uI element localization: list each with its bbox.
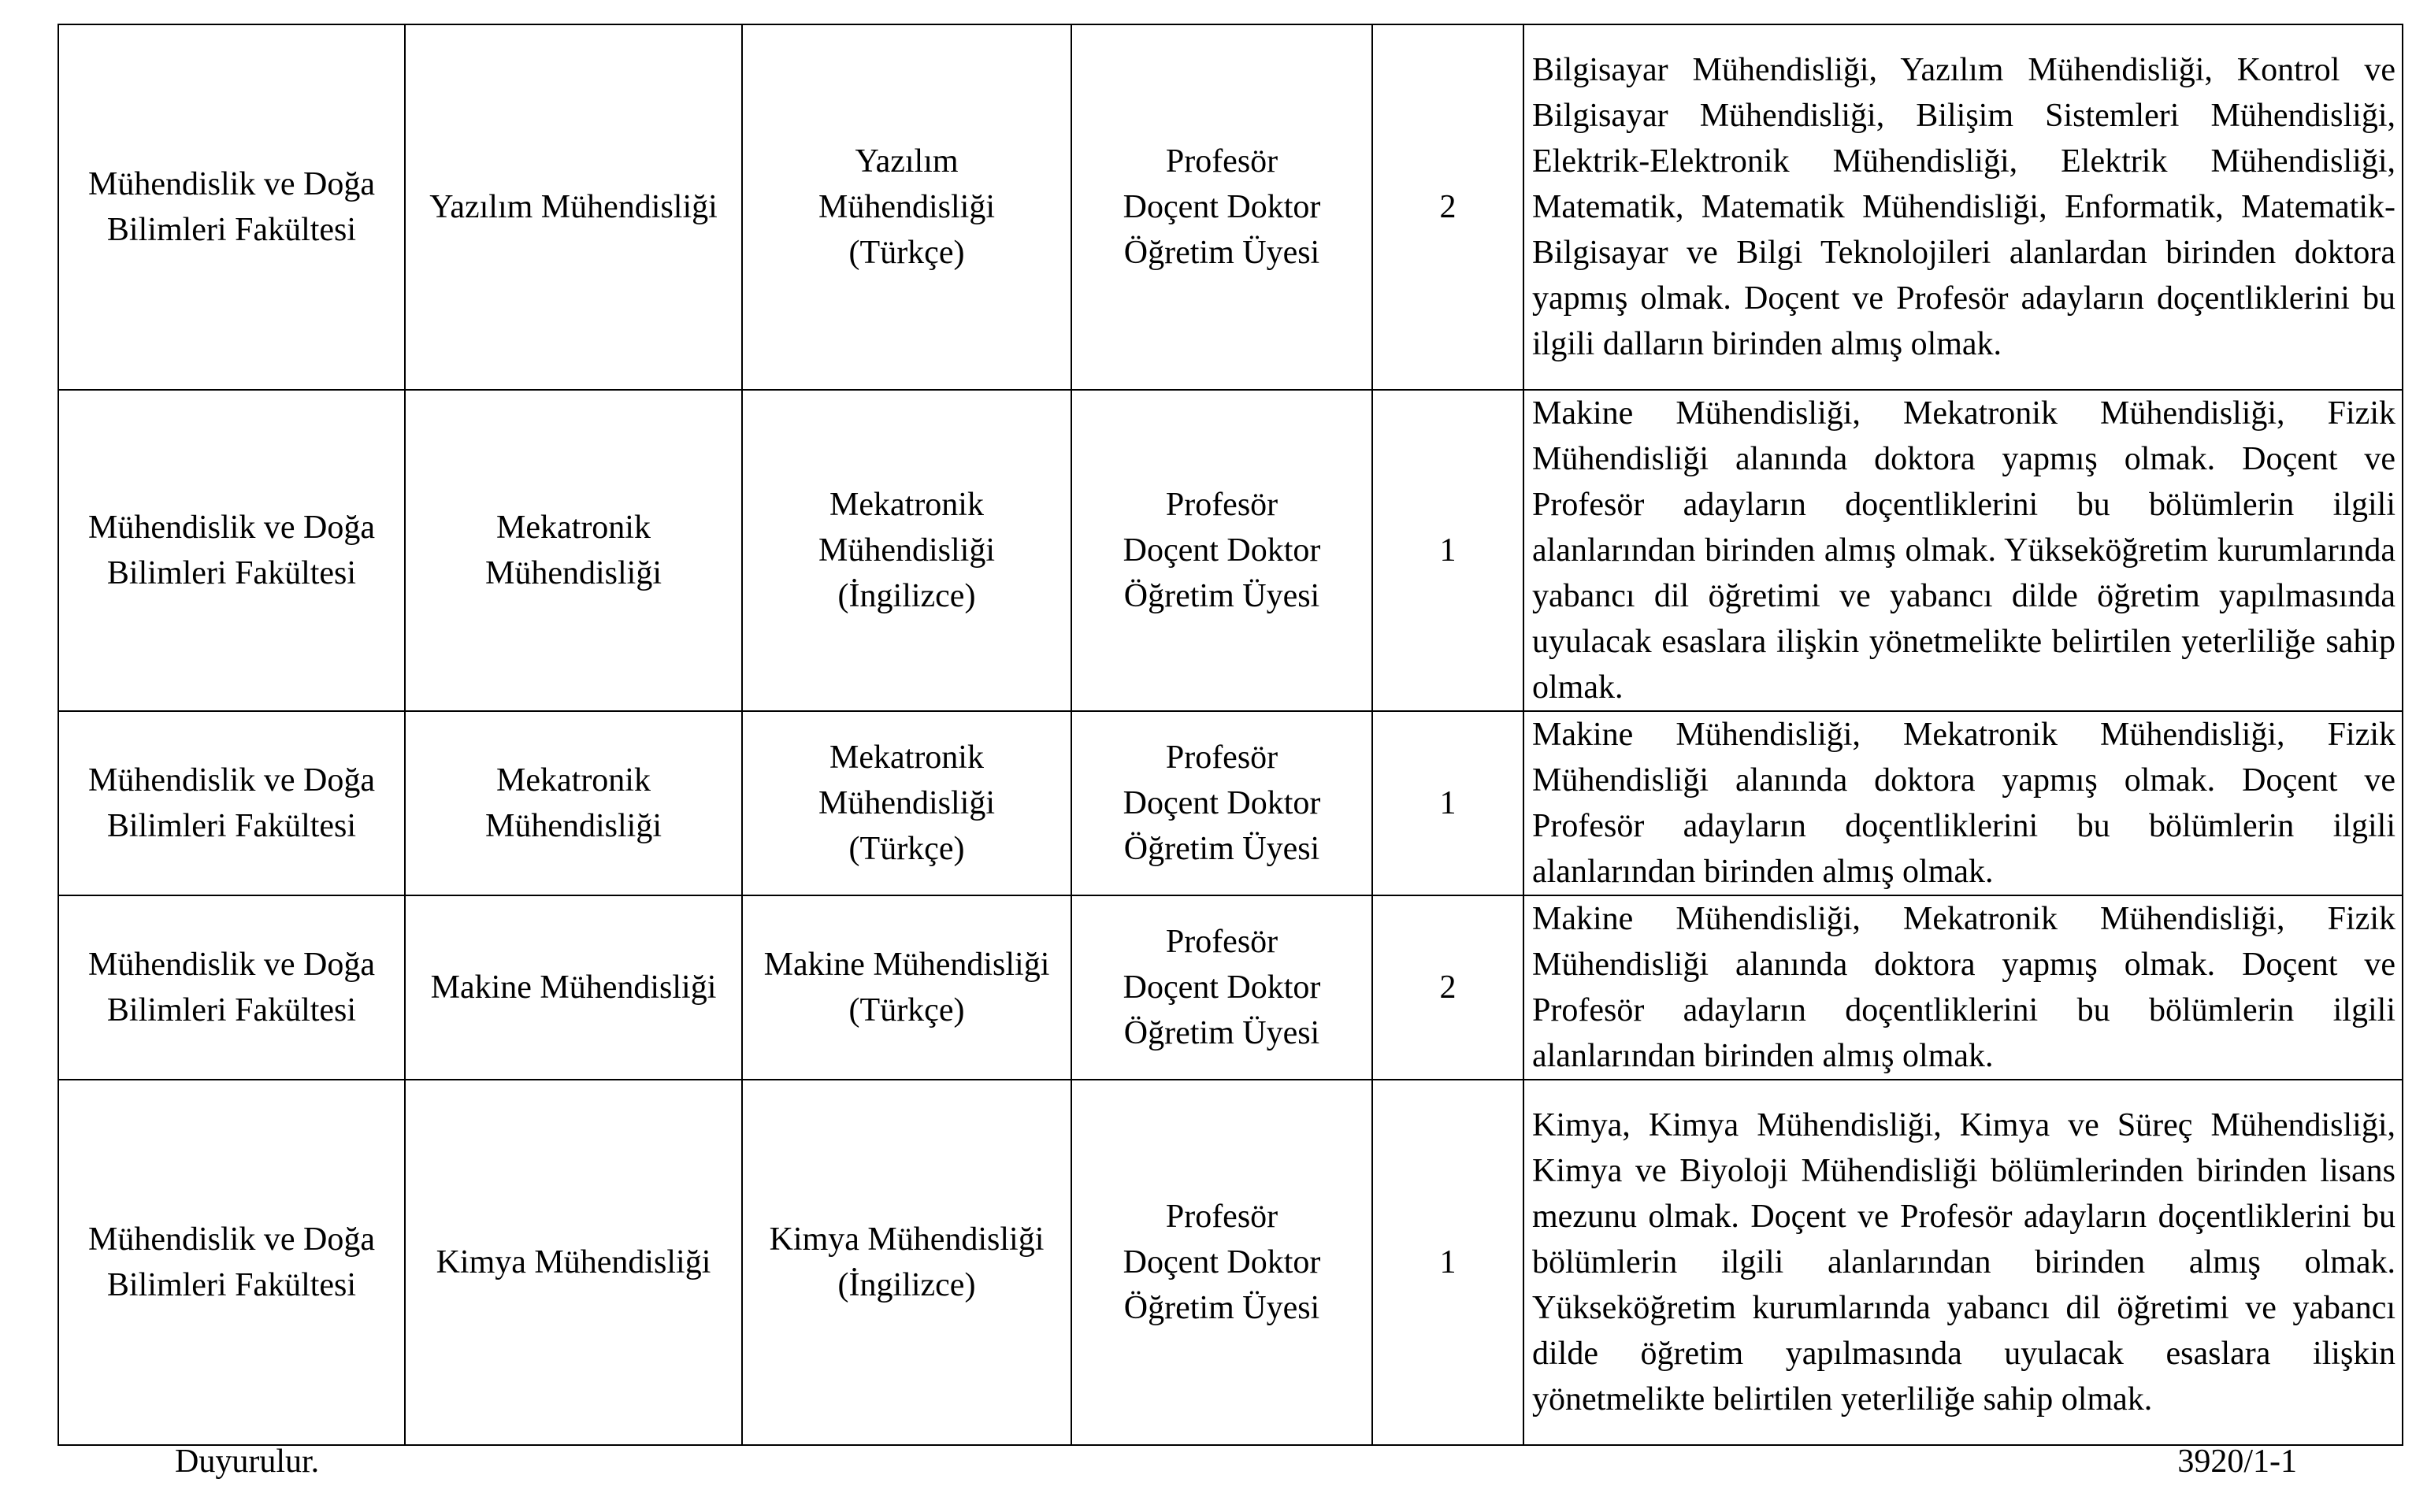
program-line: Mühendisliği bbox=[818, 532, 995, 569]
title-line: Öğretim Üyesi bbox=[1123, 1015, 1320, 1051]
count-cell: 2 bbox=[1372, 895, 1523, 1080]
title-line: Öğretim Üyesi bbox=[1123, 831, 1320, 867]
program-line: Kimya Mühendisliği bbox=[769, 1221, 1045, 1258]
title-line: Öğretim Üyesi bbox=[1123, 235, 1320, 271]
title-line: Doçent Doktor bbox=[1123, 1244, 1321, 1280]
program-cell bbox=[742, 24, 1071, 390]
faculty-line: Mühendislik ve Doğa bbox=[88, 762, 375, 799]
count-cell: 1 bbox=[1372, 711, 1523, 895]
department-line: Mühendisliği bbox=[484, 555, 662, 591]
faculty-cell bbox=[58, 711, 405, 895]
program-line: Mühendisliği bbox=[818, 189, 995, 225]
title-line: Profesör bbox=[1165, 487, 1278, 523]
department-line: Yazılım Mühendisliği bbox=[429, 189, 718, 225]
program-line: (Türkçe) bbox=[848, 992, 965, 1028]
department-cell bbox=[405, 390, 742, 711]
department-cell bbox=[405, 1080, 742, 1445]
faculty-cell bbox=[58, 895, 405, 1080]
table-row bbox=[58, 711, 2403, 895]
program-line: (Türkçe) bbox=[848, 235, 965, 271]
department-line: Mekatronik bbox=[496, 762, 651, 799]
table-row bbox=[58, 895, 2403, 1080]
title-line: Profesör bbox=[1165, 1199, 1278, 1235]
title-cell bbox=[1071, 24, 1372, 390]
department-line: Makine Mühendisliği bbox=[430, 969, 717, 1006]
faculty-line: Bilimleri Fakültesi bbox=[106, 992, 357, 1028]
table-row bbox=[58, 390, 2403, 711]
department-cell bbox=[405, 24, 742, 390]
program-line: (İngilizce) bbox=[837, 578, 976, 614]
table-body bbox=[58, 24, 2403, 1445]
announcement-table bbox=[58, 24, 2403, 1446]
title-cell bbox=[1071, 390, 1372, 711]
program-cell bbox=[742, 895, 1071, 1080]
program-line: (İngilizce) bbox=[837, 1267, 976, 1303]
title-line: Doçent Doktor bbox=[1123, 189, 1321, 225]
program-line: Yazılım bbox=[855, 143, 959, 180]
program-line: Mekatronik bbox=[829, 739, 984, 776]
program-line: Mekatronik bbox=[829, 487, 984, 523]
faculty-line: Mühendislik ve Doğa bbox=[88, 1221, 375, 1258]
title-cell bbox=[1071, 895, 1372, 1080]
faculty-line: Mühendislik ve Doğa bbox=[88, 510, 375, 546]
faculty-line: Bilimleri Fakültesi bbox=[106, 212, 357, 248]
requirements-cell: Kimya, Kimya Mühendisliği, Kimya ve Süreç Mühendisliği, Kimya ve Biyoloji Mühendisliği bölümlerinden birinden lisans mezunu olmak. Doçent ve Profesör adayların doçentliklerini bu bölümlerin ilgili alanlarından birinden almış olmak. Yükseköğretim kurumlarında yabancı dil öğretimi ve yabancı dilde öğretim yapılmasında uyulacak esaslara ilişkin yönetmelikte belirtilen yeterliliğe sahip olmak. bbox=[1523, 1080, 2403, 1445]
count-cell: 1 bbox=[1372, 390, 1523, 711]
department-cell bbox=[405, 711, 742, 895]
title-line: Profesör bbox=[1165, 143, 1278, 180]
faculty-cell bbox=[58, 390, 405, 711]
faculty-line: Mühendislik ve Doğa bbox=[88, 947, 375, 983]
title-line: Doçent Doktor bbox=[1123, 785, 1321, 821]
count-cell: 2 bbox=[1372, 24, 1523, 390]
faculty-line: Bilimleri Fakültesi bbox=[106, 808, 357, 844]
requirements-cell: Bilgisayar Mühendisliği, Yazılım Mühendisliği, Kontrol ve Bilgisayar Mühendisliği, Bilişim Sistemleri Mühendisliği, Elektrik-Elektronik Mühendisliği, Elektrik Mühendisliği, Matematik, Matematik Mühendisliği, Enformatik, Matematik-Bilgisayar ve Bilgi Teknolojileri alanlardan birinden doktora yapmış olmak. Doçent ve Profesör adayların doçentliklerini bu ilgili dalların birinden almış olmak. bbox=[1523, 24, 2403, 390]
table-row bbox=[58, 24, 2403, 390]
program-cell bbox=[742, 390, 1071, 711]
requirements-cell: Makine Mühendisliği, Mekatronik Mühendisliği, Fizik Mühendisliği alanında doktora yapmış olmak. Doçent ve Profesör adayların doçentliklerini bu bölümlerin ilgili alanlarından birinden almış olmak. bbox=[1523, 711, 2403, 895]
department-line: Kimya Mühendisliği bbox=[436, 1244, 711, 1280]
program-cell bbox=[742, 711, 1071, 895]
department-line: Mühendisliği bbox=[484, 808, 662, 844]
title-line: Öğretim Üyesi bbox=[1123, 1290, 1320, 1326]
title-line: Doçent Doktor bbox=[1123, 532, 1321, 569]
program-cell bbox=[742, 1080, 1071, 1445]
announcement-text: Duyurulur. bbox=[175, 1443, 320, 1480]
department-line: Mekatronik bbox=[496, 510, 651, 546]
count-cell: 1 bbox=[1372, 1080, 1523, 1445]
title-line: Profesör bbox=[1165, 739, 1278, 776]
table-row bbox=[58, 1080, 2403, 1445]
reference-number: 3920/1-1 bbox=[2177, 1443, 2297, 1480]
program-line: Makine Mühendisliği bbox=[763, 947, 1050, 983]
requirements-cell: Makine Mühendisliği, Mekatronik Mühendisliği, Fizik Mühendisliği alanında doktora yapmış olmak. Doçent ve Profesör adayların doçentliklerini bu bölümlerin ilgili alanlarından birinden almış olmak. Yükseköğretim kurumlarında yabancı dil öğretimi ve yabancı dilde öğretim yapılmasında uyulacak esaslara ilişkin yönetmelikte belirtilen yeterliliğe sahip olmak. bbox=[1523, 390, 2403, 711]
title-line: Profesör bbox=[1165, 924, 1278, 960]
faculty-cell bbox=[58, 1080, 405, 1445]
faculty-line: Mühendislik ve Doğa bbox=[88, 166, 375, 202]
requirements-cell: Makine Mühendisliği, Mekatronik Mühendisliği, Fizik Mühendisliği alanında doktora yapmış olmak. Doçent ve Profesör adayların doçentliklerini bu bölümlerin ilgili alanlarından birinden almış olmak. bbox=[1523, 895, 2403, 1080]
faculty-line: Bilimleri Fakültesi bbox=[106, 1267, 357, 1303]
title-line: Doçent Doktor bbox=[1123, 969, 1321, 1006]
title-cell bbox=[1071, 711, 1372, 895]
title-line: Öğretim Üyesi bbox=[1123, 578, 1320, 614]
faculty-line: Bilimleri Fakültesi bbox=[106, 555, 357, 591]
title-cell bbox=[1071, 1080, 1372, 1445]
program-line: (Türkçe) bbox=[848, 831, 965, 867]
faculty-cell bbox=[58, 24, 405, 390]
program-line: Mühendisliği bbox=[818, 785, 995, 821]
department-cell bbox=[405, 895, 742, 1080]
